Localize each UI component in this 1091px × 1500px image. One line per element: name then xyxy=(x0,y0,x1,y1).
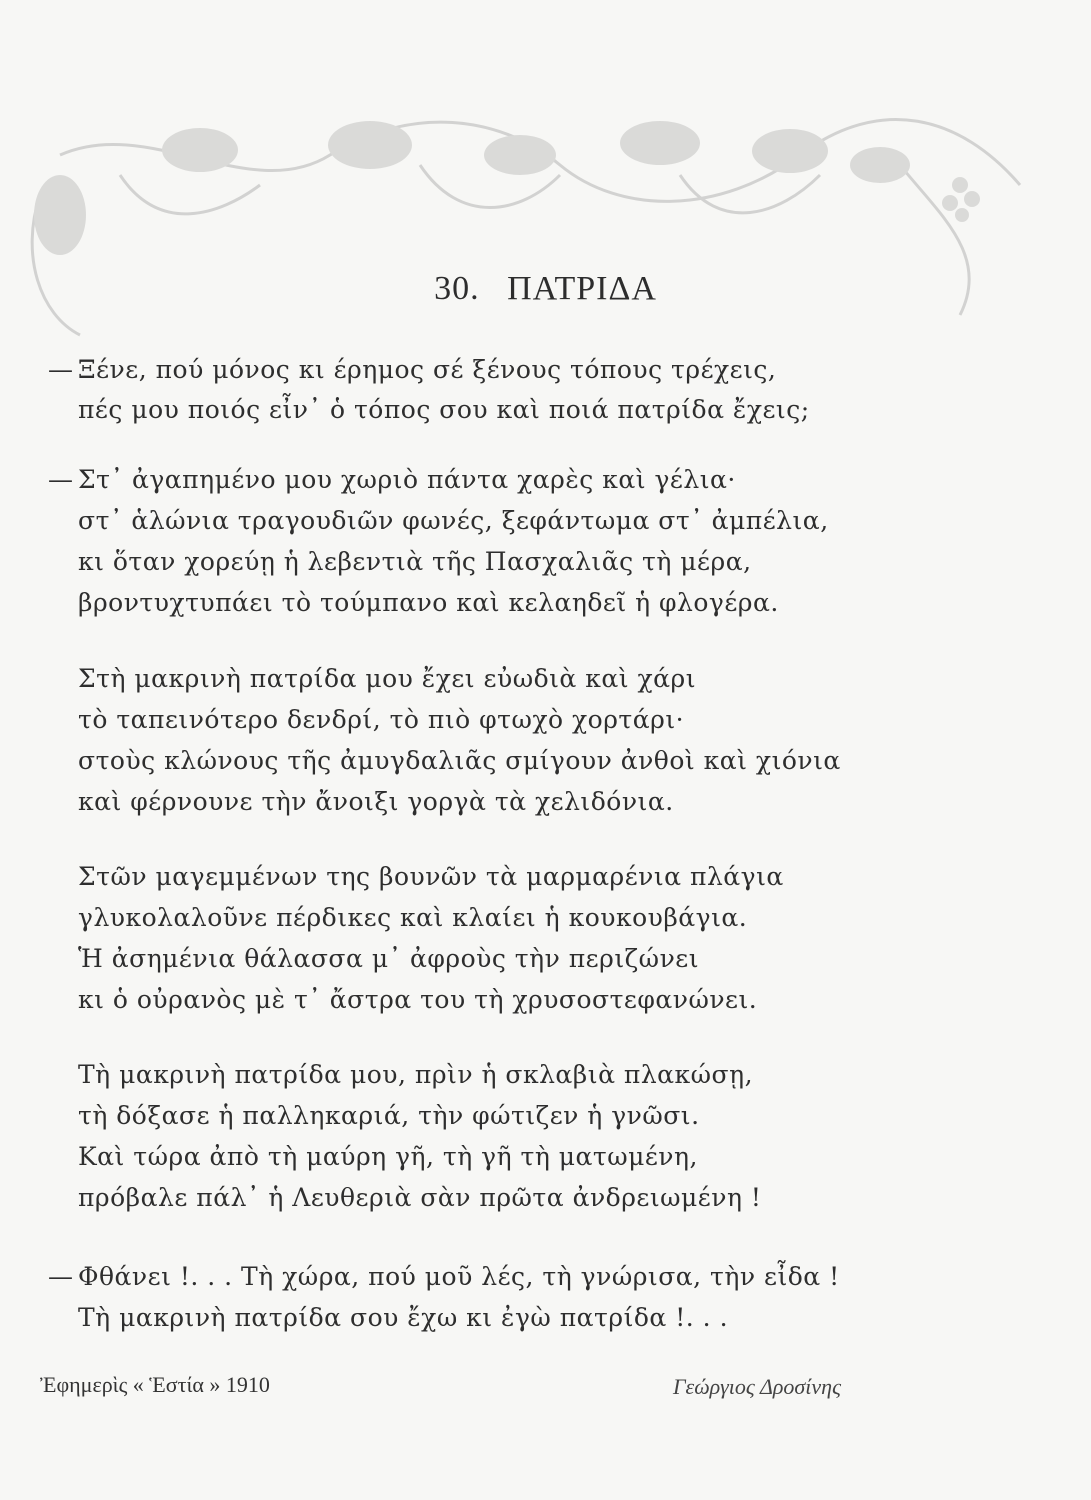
vine-ornament-border xyxy=(0,95,1091,355)
poem-line: πρόβαλε πάλ᾽ ἡ Λευθεριὰ σὰν πρῶτα ἀνδρειωμένη ! xyxy=(78,1183,762,1212)
poem-line: Στ᾽ ἀγαπημένο μου χωριὸ πάντα χαρὲς καὶ γέλια· xyxy=(78,465,736,494)
poem-line: Τὴ μακρινὴ πατρίδα μου, πρὶν ἡ σκλαβιὰ πλακώσῃ, xyxy=(78,1060,754,1089)
poem-line: Καὶ τώρα ἀπὸ τὴ μαύρη γῆ, τὴ γῆ τὴ ματωμένη, xyxy=(78,1142,698,1171)
poem-title: ΠΑΤΡΙΔΑ xyxy=(507,270,657,307)
dialogue-dash: — xyxy=(48,1262,73,1291)
poem-line: βροντυχτυπάει τὸ τούμπανο καὶ κελαηδεῖ ἡ φλογέρα. xyxy=(78,588,779,617)
poem-line: Τὴ μακρινὴ πατρίδα σου ἔχω κι ἐγὼ πατρίδα !. . . xyxy=(78,1303,729,1332)
poem-line: Ξένε, πού μόνος κι έρημος σέ ξένους τόπους τρέχεις, xyxy=(78,355,777,384)
author-name: Γεώργιος Δροσίνης xyxy=(673,1374,841,1399)
poem-line: Στὴ μακρινὴ πατρίδα μου ἔχει εὐωδιὰ καὶ χάρι xyxy=(78,664,697,693)
poem-line: κι ὁ οὐρανὸς μὲ τ᾽ ἄστρα του τὴ χρυσοστεφανώνει. xyxy=(78,985,758,1014)
poem-number: 30. xyxy=(434,270,480,307)
poem-line: γλυκολαλοῦνε πέρδικες καὶ κλαίει ἡ κουκουβάγια. xyxy=(78,903,748,932)
poem-line: Ἡ ἀσημένια θάλασσα μ᾽ ἀφροὺς τὴν περιζώνει xyxy=(78,944,700,973)
dialogue-dash: — xyxy=(48,355,73,384)
poem-line: τὴ δόξασε ἡ παλληκαριά, τὴν φώτιζεν ἡ γνῶσι. xyxy=(78,1101,700,1130)
poem-line: Φθάνει !. . . Τὴ χώρα, πού μοῦ λές, τὴ γνώρισα, τὴν εἶδα ! xyxy=(78,1262,840,1291)
poem-heading xyxy=(0,270,1091,308)
poem-line: κι ὅταν χορεύῃ ἡ λεβεντιὰ τῆς Πασχαλιᾶς τὴ μέρα, xyxy=(78,547,752,576)
poem-line: πές μου ποιός εἶν᾽ ὁ τόπος σου καὶ ποιά πατρίδα ἔχεις; xyxy=(78,395,810,424)
poem-line: τὸ ταπεινότερο δενδρί, τὸ πιὸ φτωχὸ χορτάρι· xyxy=(78,705,685,734)
poem-line: καὶ φέρνουνε τὴν ἄνοιξι γοργὰ τὰ χελιδόνια. xyxy=(78,787,674,816)
dialogue-dash: — xyxy=(48,465,73,494)
poem-line: στ᾽ ἁλώνια τραγουδιῶν φωνές, ξεφάντωμα στ᾽ ἀμπέλια, xyxy=(78,506,829,535)
source-citation: Ἐφημερὶς « Ἑστία » 1910 xyxy=(40,1372,270,1397)
poem-line: Στῶν μαγεμμένων της βουνῶν τὰ μαρμαρένια πλάγια xyxy=(78,862,784,891)
poem-line: στοὺς κλώνους τῆς ἀμυγδαλιᾶς σμίγουν ἀνθοὶ καὶ χιόνια xyxy=(78,746,841,775)
